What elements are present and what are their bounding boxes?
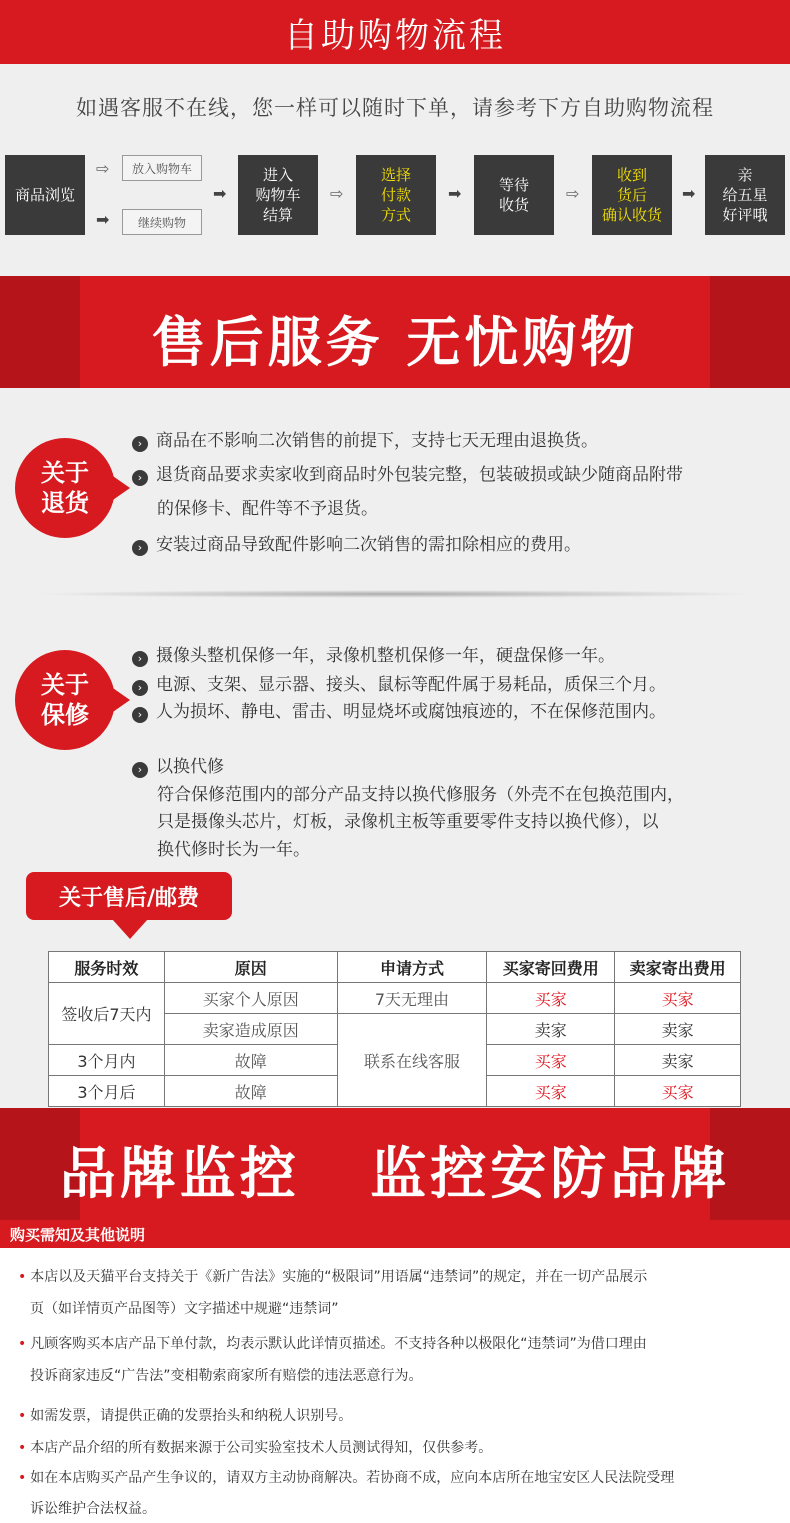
table-cell-period: 3个月后 [49,1076,165,1107]
fee-table [48,951,741,1107]
step-await-delivery: 等待 收货 [474,155,554,235]
solid-arrow-icon: ➡ [682,184,696,203]
chevron-right-icon: › [132,470,148,486]
table-cell-method: 联系在线客服 [337,1014,487,1107]
brand-title: 品牌监控 监控安防品牌 [59,1142,731,1207]
table-cell-send-fee: 买家 [615,983,741,1014]
table-header: 卖家寄出费用 [615,952,741,983]
table-header: 申请方式 [337,952,487,983]
solid-arrow-icon: ➡ [96,210,110,229]
returns-item: › 退货商品要求卖家收到商品时外包装完整，包装破损或缺少随商品附带 [132,460,683,486]
table-cell-send-fee: 买家 [615,1076,741,1107]
replace-text: 换代修时长为一年。 [157,840,310,860]
hollow-arrow-icon: ⇨ [96,159,110,178]
table-cell-return-fee: 买家 [487,1045,615,1076]
note-item: • 本店以及天猫平台支持关于《新广告法》实施的“极限词”用语属“违禁词”的规定，并在一切产品展示 [18,1269,648,1285]
note-item-continued: 诉讼维护合法权益。 [30,1501,156,1517]
table-cell-period: 签收后7天内 [49,983,165,1045]
note-item: • 如需发票，请提供正确的发票抬头和纳税人识别号。 [18,1408,353,1424]
fee-tag-tail [112,919,148,939]
chevron-right-icon: › [132,762,148,778]
table-cell-reason: 卖家造成原因 [164,1014,337,1045]
replace-text: 只是摄像头芯片，灯板，录像机主板等重要零件支持以换代修），以 [157,812,659,832]
flow-title-box [258,0,532,64]
chevron-right-icon: › [132,651,148,667]
chevron-right-icon: › [132,436,148,452]
step-checkout: 进入 购物车 结算 [238,155,318,235]
table-cell-send-fee: 卖家 [615,1014,741,1045]
hollow-arrow-icon: ⇨ [330,184,344,203]
solid-arrow-icon: ➡ [448,184,462,203]
note-item-continued: 投诉商家违反“广告法”变相勒索商家所有赔偿的违法恶意行为。 [30,1368,423,1384]
chevron-right-icon: › [132,680,148,696]
notes-title: 购买需知及其他说明 [10,1226,146,1244]
table-cell-send-fee: 卖家 [615,1045,741,1076]
table-header: 买家寄回费用 [487,952,615,983]
warranty-badge-tail [110,686,130,714]
returns-item: › 商品在不影响二次销售的前提下，支持七天无理由退换货。 [132,426,598,452]
step-add-to-cart: 放入购物车 [122,155,202,181]
table-cell-reason: 故障 [164,1076,337,1107]
table-header: 服务时效 [49,952,165,983]
warranty-badge: 关于 保修 [15,650,115,750]
note-item: • 本店产品介绍的所有数据来源于公司实验室技术人员测试得知，仅供参考。 [18,1440,493,1456]
step-browse: 商品浏览 [5,155,85,235]
table-cell-return-fee: 买家 [487,1076,615,1107]
note-item: • 如在本店购买产品产生争议的，请双方主动协商解决。若协商不成，应向本店所在地宝安区人民法院受理 [18,1470,675,1486]
step-five-star-review: 亲 给五星 好评哦 [705,155,785,235]
table-cell-method: 7天无理由 [337,983,487,1014]
table-cell-return-fee: 卖家 [487,1014,615,1045]
note-item: • 凡顾客购买本店产品下单付款，均表示默认此详情页描述。不支持各种以极限化“违禁词”为借口理由 [18,1336,647,1352]
step-payment: 选择 付款 方式 [356,155,436,235]
table-row [49,983,741,1014]
table-cell-reason: 故障 [164,1045,337,1076]
returns-item-continued: 的保修卡、配件等不予退货。 [157,499,378,519]
section-divider [30,590,760,598]
step-confirm-receipt: 收到 货后 确认收货 [592,155,672,235]
returns-badge: 关于 退货 [15,438,115,538]
fee-tag: 关于售后/邮费 [26,872,232,920]
table-header-row [49,952,741,983]
flow-subtitle: 如遇客服不在线，您一样可以随时下单，请参考下方自助购物流程 [76,96,714,120]
returns-badge-tail [110,474,130,502]
table-cell-period: 3个月内 [49,1045,165,1076]
table-header: 原因 [164,952,337,983]
chevron-right-icon: › [132,540,148,556]
replace-title: › 以换代修 [132,752,224,778]
replace-text: 符合保修范围内的部分产品支持以换代修服务（外壳不在包换范围内， [157,785,684,805]
warranty-item: › 人为损坏、静电、雷击、明显烧坏或腐蚀痕迹的，不在保修范围内。 [132,697,666,723]
table-cell-return-fee: 买家 [487,983,615,1014]
table-cell-reason: 买家个人原因 [164,983,337,1014]
step-continue-shopping: 继续购物 [122,209,202,235]
chevron-right-icon: › [132,707,148,723]
flow-title: 自助购物流程 [284,15,506,56]
returns-item: › 安装过商品导致配件影响二次销售的需扣除相应的费用。 [132,530,581,556]
warranty-item: › 电源、支架、显示器、接头、鼠标等配件属于易耗品，质保三个月。 [132,670,666,696]
note-item-continued: 页（如详情页产品图等）文字描述中规避“违禁词” [30,1301,339,1317]
hollow-arrow-icon: ⇨ [566,184,580,203]
after-sales-title: 售后服务 无忧购物 [151,311,639,374]
warranty-item: › 摄像头整机保修一年，录像机整机保修一年，硬盘保修一年。 [132,641,615,667]
solid-arrow-icon: ➡ [213,184,227,203]
